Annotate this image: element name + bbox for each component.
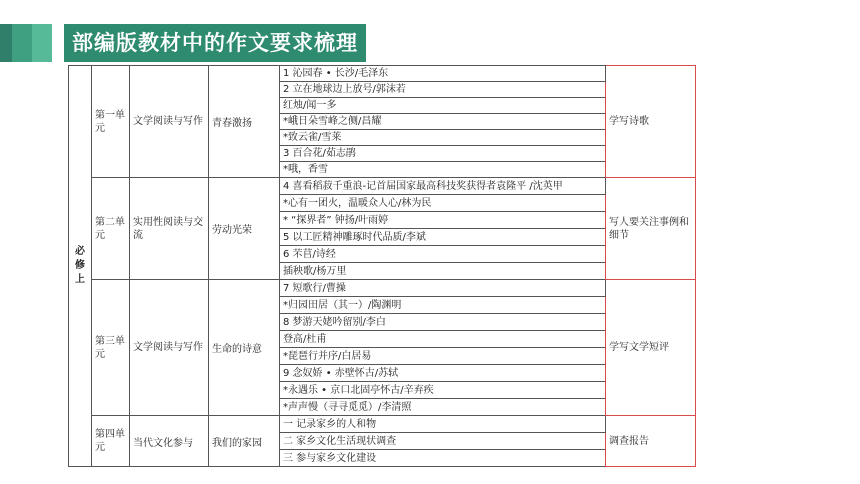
unit-theme: 生命的诗意 [209, 280, 280, 416]
writing-requirement: 调查报告 [606, 416, 696, 467]
lesson-item: 9 念奴娇 • 赤壁怀古/苏轼 [280, 365, 606, 382]
lesson-item: 8 梦游天姥吟留别/李白 [280, 314, 606, 331]
unit-label: 第三单元 [92, 280, 130, 416]
lesson-item: 三 参与家乡文化建设 [280, 450, 606, 467]
volume-label: 必修上 [69, 66, 92, 467]
lesson-item: 7 短歌行/曹操 [280, 280, 606, 297]
writing-requirement: 写人要关注事例和细节 [606, 178, 696, 280]
header-accent-bar-dark [0, 24, 12, 62]
lesson-item: * “探界者” 钟扬/叶雨婷 [280, 212, 606, 229]
page-title: 部编版教材中的作文要求梳理 [64, 24, 366, 62]
reading-type: 文学阅读与写作 [130, 66, 209, 178]
unit-label: 第二单元 [92, 178, 130, 280]
lesson-item: 4 喜看稻菽千重浪-记首届国家最高科技奖获得者袁隆平 /沈英甲 [280, 178, 606, 195]
lesson-item: *永遇乐 • 京口北固亭怀古/辛弃疾 [280, 382, 606, 399]
lesson-item: 1 沁园春 • 长沙/毛泽东 [280, 66, 606, 82]
lesson-item: 2 立在地球边上放号/郭沫若 [280, 82, 606, 98]
lesson-item: *琵琶行并序/白居易 [280, 348, 606, 365]
unit-label: 第一单元 [92, 66, 130, 178]
lesson-item: 插秧歌/杨万里 [280, 263, 606, 280]
unit-theme: 劳动光荣 [209, 178, 280, 280]
lesson-item: 一 记录家乡的人和物 [280, 416, 606, 433]
lesson-item: *峨日朵雪峰之侧/昌耀 [280, 114, 606, 130]
reading-type: 文学阅读与写作 [130, 280, 209, 416]
reading-type: 实用性阅读与交流 [130, 178, 209, 280]
lesson-item: 二 家乡文化生活现状调查 [280, 433, 606, 450]
lesson-item: *心有一团火，温暖众人心/林为民 [280, 195, 606, 212]
reading-type: 当代文化参与 [130, 416, 209, 467]
lesson-item: 登高/杜甫 [280, 331, 606, 348]
unit-theme: 我们的家园 [209, 416, 280, 467]
lesson-item: 红烛/闻一多 [280, 98, 606, 114]
unit-label: 第四单元 [92, 416, 130, 467]
lesson-item: *声声慢（寻寻觅觅）/李清照 [280, 399, 606, 416]
writing-requirement: 学写文学短评 [606, 280, 696, 416]
header-accent-bar-light [32, 24, 52, 62]
lesson-item: *致云雀/雪莱 [280, 130, 606, 146]
lesson-item: *哦，香雪 [280, 162, 606, 178]
lesson-item: 3 百合花/茹志鹃 [280, 146, 606, 162]
header-accent-bar-mid [12, 24, 32, 62]
curriculum-table [68, 65, 696, 467]
unit-theme: 青春激扬 [209, 66, 280, 178]
lesson-item: 6 芣苢/诗经 [280, 246, 606, 263]
lesson-item: 5 以工匠精神雕琢时代品质/李斌 [280, 229, 606, 246]
lesson-item: *归园田居（其一）/陶渊明 [280, 297, 606, 314]
writing-requirement: 学写诗歌 [606, 66, 696, 178]
